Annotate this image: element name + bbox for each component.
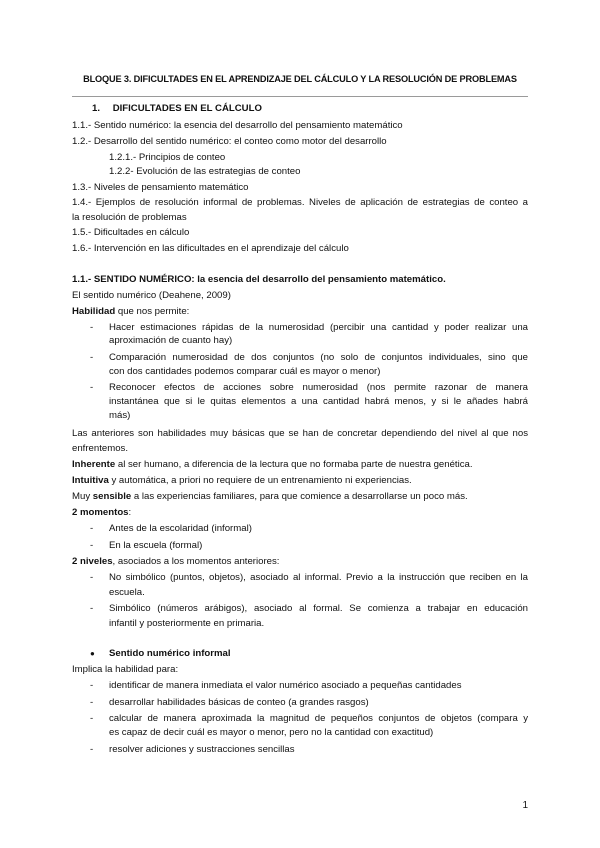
toc-item: 1.5.- Dificultades en cálculo <box>72 227 190 238</box>
list-item-line: resolver adiciones y sustracciones sencillas <box>109 744 295 755</box>
toc-subitem: 1.2.1.- Principios de conteo <box>109 152 226 163</box>
sensitive-line <box>72 491 468 503</box>
toc-item: 1.4.- Ejemplos de resolución informal de problemas. Niveles de aplicación de estrategias de conteo a <box>72 197 528 208</box>
implica-line: Implica la habilidad para: <box>72 664 179 675</box>
dash-bullet: - <box>90 382 94 393</box>
toc-heading <box>92 103 262 115</box>
sensitive-prefix: Muy <box>72 491 93 502</box>
list-item-line: calcular de manera aproximada la magnitud de pequeños conjuntos de objetos (compara y <box>109 713 528 724</box>
list-item-line: Hacer estimaciones rápidas de la numerosidad (percibir una cantidad y poder realizar una <box>109 322 528 333</box>
ability-keyword: Habilidad <box>72 306 116 317</box>
dash-bullet: - <box>90 523 94 534</box>
paragraph-line: enfrentemos. <box>72 443 128 454</box>
list-item-line: es capaz de decir cuál es mayor o menor, pero no la cantidad con exactitud) <box>109 727 434 738</box>
source-line: El sentido numérico (Deahene, 2009) <box>72 290 231 301</box>
dash-bullet: - <box>90 352 94 363</box>
list-item-line: Reconocer efectos de acciones sobre numerosidad (nos permite razonar de manera <box>109 382 528 393</box>
page-number: 1 <box>522 800 528 811</box>
dash-bullet: - <box>90 572 94 583</box>
toc-item-continuation: la resolución de problemas <box>72 212 187 223</box>
paragraph-line: Las anteriores son habilidades muy básicas que se han de concretar dependiendo del nivel al que nos <box>72 428 528 439</box>
dash-bullet: - <box>90 603 94 614</box>
section-heading <box>72 274 446 286</box>
moments-heading <box>72 507 131 519</box>
toc-item: 1.3.- Niveles de pensamiento matemático <box>72 182 249 193</box>
list-item-line: instantánea que si le quitas elementos a una cantidad habrá menos, y si le añades habrá <box>109 396 528 407</box>
moments-colon: : <box>128 507 132 518</box>
list-item-line: aproximación de cuanto hay) <box>109 335 233 346</box>
dash-bullet: - <box>90 713 94 724</box>
ability-intro-text: que nos permite: <box>115 306 190 317</box>
list-item-line: desarrollar habilidades básicas de conteo (a grandes rasgos) <box>109 697 369 708</box>
levels-text: , asociados a los momentos anteriores: <box>112 556 280 567</box>
moments-keyword: 2 momentos <box>72 507 129 518</box>
inherent-keyword: Inherente <box>72 459 116 470</box>
list-item-line: más) <box>109 410 131 421</box>
section-heading-bold: 1.1.- SENTIDO NUMÉRICO <box>72 274 192 285</box>
sensitive-keyword: sensible <box>92 491 132 502</box>
inherent-text: al ser humano, a diferencia de la lectura que no formaba parte de nuestra genética. <box>115 459 473 470</box>
toc-item: 1.2.- Desarrollo del sentido numérico: el conteo como motor del desarrollo <box>72 136 387 147</box>
intuitive-text: y automática, a priori no requiere de un entrenamiento ni experiencias. <box>108 475 412 486</box>
toc-heading-text: DIFICULTADES EN EL CÁLCULO <box>112 103 262 114</box>
list-item-line: infantil y posteriormente en primaria. <box>109 618 265 629</box>
sensitive-text: a las experiencias familiares, para que comience a desarrollarse un poco más. <box>131 491 468 502</box>
list-item-line: No simbólico (puntos, objetos), asociado al informal. Previo a la instrucción que reciben en la <box>109 572 528 583</box>
round-bullet: ● <box>90 649 95 658</box>
toc-item: 1.6.- Intervención en las dificultades en el aprendizaje del cálculo <box>72 243 349 254</box>
intuitive-line <box>72 475 412 487</box>
dash-bullet: - <box>90 322 94 333</box>
levels-keyword: 2 niveles <box>72 556 113 567</box>
dash-bullet: - <box>90 680 94 691</box>
toc-heading-number: 1. <box>92 103 101 114</box>
intuitive-keyword: Intuitiva <box>72 475 109 486</box>
ability-intro <box>72 306 189 318</box>
subsection-heading: Sentido numérico informal <box>109 648 231 659</box>
inherent-line <box>72 459 473 471</box>
list-item-line: con dos cantidades podemos comparar cuál es mayor o menor) <box>109 366 381 377</box>
list-item-line: identificar de manera inmediata el valor numérico asociado a pequeñas cantidades <box>109 680 462 691</box>
section-heading-rest: : la esencia del desarrollo del pensamiento matemático. <box>191 274 446 285</box>
list-item-line: En la escuela (formal) <box>109 540 203 551</box>
levels-heading <box>72 556 279 568</box>
dash-bullet: - <box>90 697 94 708</box>
list-item-line: Antes de la escolaridad (informal) <box>109 523 252 534</box>
list-item-line: Comparación numerosidad de dos conjuntos (no solo de conjuntos individuales, sino que <box>109 352 528 363</box>
title-divider <box>72 96 528 97</box>
document-title: BLOQUE 3. DIFICULTADES EN EL APRENDIZAJE DEL CÁLCULO Y LA RESOLUCIÓN DE PROBLEMAS <box>83 74 517 84</box>
toc-subitem: 1.2.2- Evolución de las estrategias de conteo <box>109 166 301 177</box>
dash-bullet: - <box>90 744 94 755</box>
dash-bullet: - <box>90 540 94 551</box>
list-item-line: escuela. <box>109 587 145 598</box>
toc-item: 1.1.- Sentido numérico: la esencia del desarrollo del pensamiento matemático <box>72 120 403 131</box>
list-item-line: Simbólico (números arábigos), asociado al formal. Se comienza a trabajar en educación <box>109 603 528 614</box>
